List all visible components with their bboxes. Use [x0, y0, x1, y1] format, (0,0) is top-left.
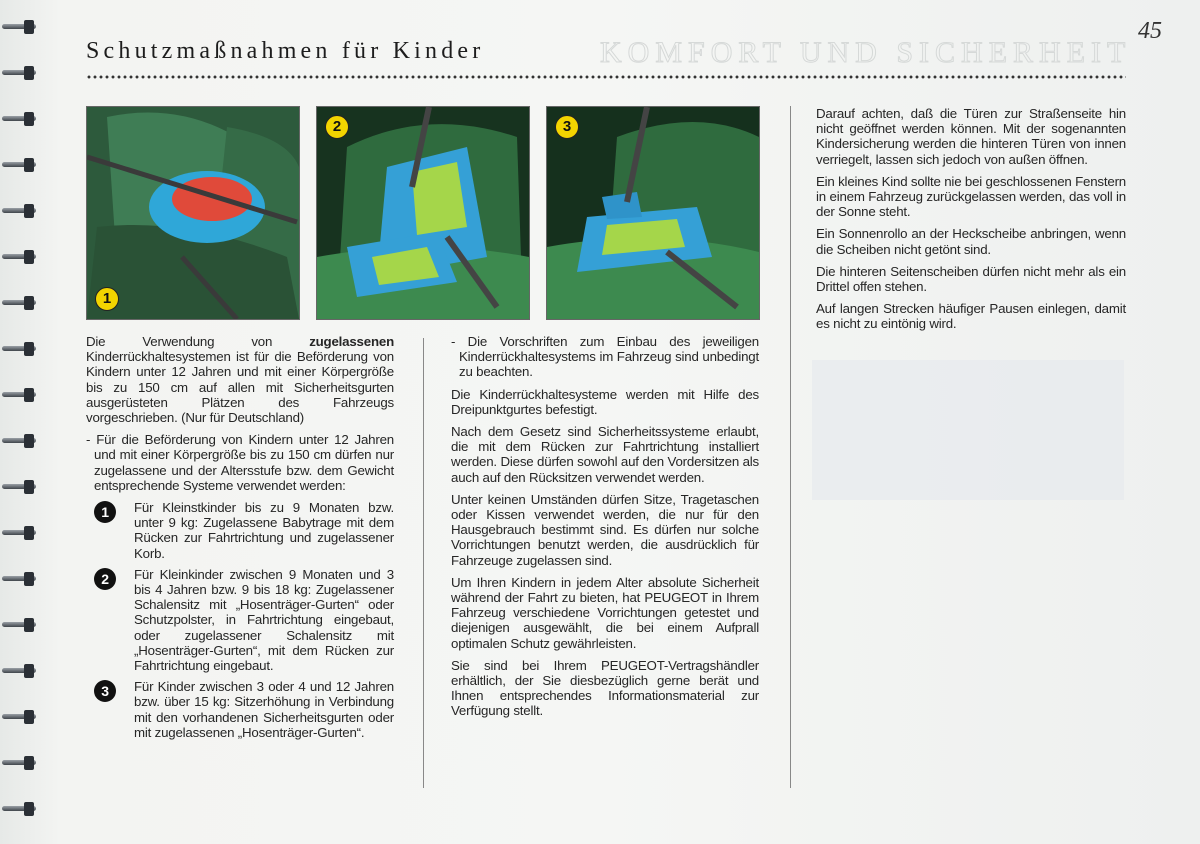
paragraph: Auf langen Strecken häufiger Pausen einlegen, damit es nicht zu eintönig wird. — [816, 301, 1126, 332]
paragraph: Ein Sonnenrollo an der Heckscheibe anbringen, wenn die Scheiben nicht getönt sind. — [816, 226, 1126, 257]
intro-bold-text: zugelassenen — [309, 334, 394, 349]
dotted-rule — [86, 74, 1126, 80]
column-divider — [790, 106, 791, 788]
list-item — [86, 679, 394, 740]
binding-coil — [2, 342, 38, 356]
paragraph: Die Kinderrückhaltesysteme werden mit Hilfe des Dreipunktgurtes befestigt. — [451, 386, 759, 417]
list-item — [86, 500, 394, 561]
bleed-through-heading: KOMFORT UND SICHERHEIT — [600, 36, 1132, 69]
column-divider — [423, 338, 424, 788]
paragraph: Die hinteren Seitenscheiben dürfen nicht mehr als ein Drittel offen stehen. — [816, 263, 1126, 295]
page-title: Schutzmaßnahmen für Kinder — [86, 38, 485, 64]
binding-coil — [2, 526, 38, 540]
item-text: Für Kleinstkinder bis zu 9 Monaten bzw. unter 9 kg: Zugelassene Babytrage mit dem Rücken zur Fahrtrichtung und zugelassener Korb. — [134, 500, 394, 561]
binding-coil — [2, 66, 38, 80]
shell-seat-illustration — [317, 107, 529, 319]
binding-coil — [2, 388, 38, 402]
paragraph: - Die Vorschriften zum Einbau des jeweiligen Kinderrückhaltesystems im Fahrzeug sind unbedingt zu beachten. — [451, 334, 759, 380]
binding-coil — [2, 664, 38, 678]
spiral-binding — [0, 20, 42, 840]
paragraph: Darauf achten, daß die Türen zur Straßenseite hin nicht geöffnet werden können. Mit der sogenannten Kindersicherung werden die hinteren Türen von innen verriegelt, lassen sich jedoch von außen öffnen. — [816, 106, 1126, 167]
binding-coil — [2, 20, 38, 34]
intro-text: Kinderrückhaltesystemen ist für die Beförderung von Kindern unter 12 Jahren und mit einer Körpergröße bis zu 150 cm auf allen mit Sicherheitsgurten ausgerüsteten Plätzen des Fahrzeugs vorgeschrieben. (Nur für Deutschland) — [86, 349, 394, 426]
photo-baby-carrier — [86, 106, 300, 320]
photo-badge-3: 3 — [555, 115, 579, 139]
binding-coil — [2, 434, 38, 448]
paragraph: Unter keinen Umständen dürfen Sitze, Tragetaschen oder Kissen verwendet werden, die nur für den Hausgebrauch bestimmt sind. Es dürfen nur solche Vorrichtungen benutzt werden, die ausdrücklich für Fahrzeuge zugelassen sind. — [451, 491, 759, 568]
binding-coil — [2, 204, 38, 218]
text-column-1 — [86, 334, 394, 746]
paragraph: Um Ihren Kindern in jedem Alter absolute Sicherheit während der Fahrt zu bieten, hat PEUGEOT in Ihrem Fahrzeug verschiedene Vorrichtungen getestet und diejenigen ausgewählt, die bei einem Aufprall optimalen Schutz gewährleisten. — [451, 574, 759, 651]
photo-booster-seat — [546, 106, 760, 320]
binding-coil — [2, 480, 38, 494]
intro-paragraph — [86, 334, 394, 425]
binding-coil — [2, 158, 38, 172]
photo-badge-2: 2 — [325, 115, 349, 139]
binding-coil — [2, 618, 38, 632]
photo-shell-seat — [316, 106, 530, 320]
list-item — [86, 567, 394, 673]
baby-carrier-illustration — [87, 107, 299, 319]
item-text: Für Kleinkinder zwischen 9 Monaten und 3 bis 4 Jahren bzw. 9 bis 18 kg: Zugelassener Schalensitz mit „Hosenträger-Gurten“ oder Schutzpolster, in Fahrtrichtung eingebaut, oder zugelassener Schalensitz mit „Hosenträger-Gurten“, mit dem Rücken zur Fahrtrichtung eingebaut. — [134, 566, 394, 674]
page-number: 45 — [1138, 18, 1162, 44]
text-column-2 — [451, 334, 759, 726]
paragraph: Nach dem Gesetz sind Sicherheitssysteme erlaubt, die mit dem Rücken zur Fahrtrichtung installiert werden. Diese dürfen sowohl auf den Vordersitzen als auch auf den Rücksitzen verwendet werden. — [451, 424, 759, 485]
paragraph: Ein kleines Kind sollte nie bei geschlossenen Fenstern in einem Fahrzeug zurückgelassen werden, das voll in der Sonne steht. — [816, 173, 1126, 220]
paragraph: Sie sind bei Ihrem PEUGEOT-Vertragshändler erhältlich, der Sie diesbezüglich gerne berät und Ihnen entsprechendes Informationsmaterial zur Verfügung stellt. — [451, 657, 759, 719]
intro-text: Die Verwendung von — [86, 334, 310, 349]
booster-seat-illustration — [547, 107, 759, 319]
binding-coil — [2, 250, 38, 264]
binding-coil — [2, 296, 38, 310]
item-number: 3 — [94, 680, 116, 702]
binding-coil — [2, 756, 38, 770]
bullet-paragraph: - Für die Beförderung von Kindern unter 12 Jahren und mit einer Körpergröße bis zu 150 cm dürfen nur zugelassene und der Altersstufe bzw. dem Gewicht entsprechende Systeme verwendet werden: — [86, 432, 394, 493]
item-text: Für Kinder zwischen 3 oder 4 und 12 Jahren bzw. über 15 kg: Sitzerhöhung in Verbindung mit den vorhandenen Sicherheitsgurten oder mit zugelassenen „Hosenträger-Gurten“. — [134, 679, 394, 740]
binding-coil — [2, 802, 38, 816]
item-number: 1 — [94, 501, 116, 523]
binding-coil — [2, 710, 38, 724]
bleed-through-box — [812, 360, 1124, 500]
text-column-3 — [816, 106, 1126, 339]
binding-coil — [2, 112, 38, 126]
photo-badge-1: 1 — [95, 287, 119, 311]
binding-coil — [2, 572, 38, 586]
item-number: 2 — [94, 568, 116, 590]
